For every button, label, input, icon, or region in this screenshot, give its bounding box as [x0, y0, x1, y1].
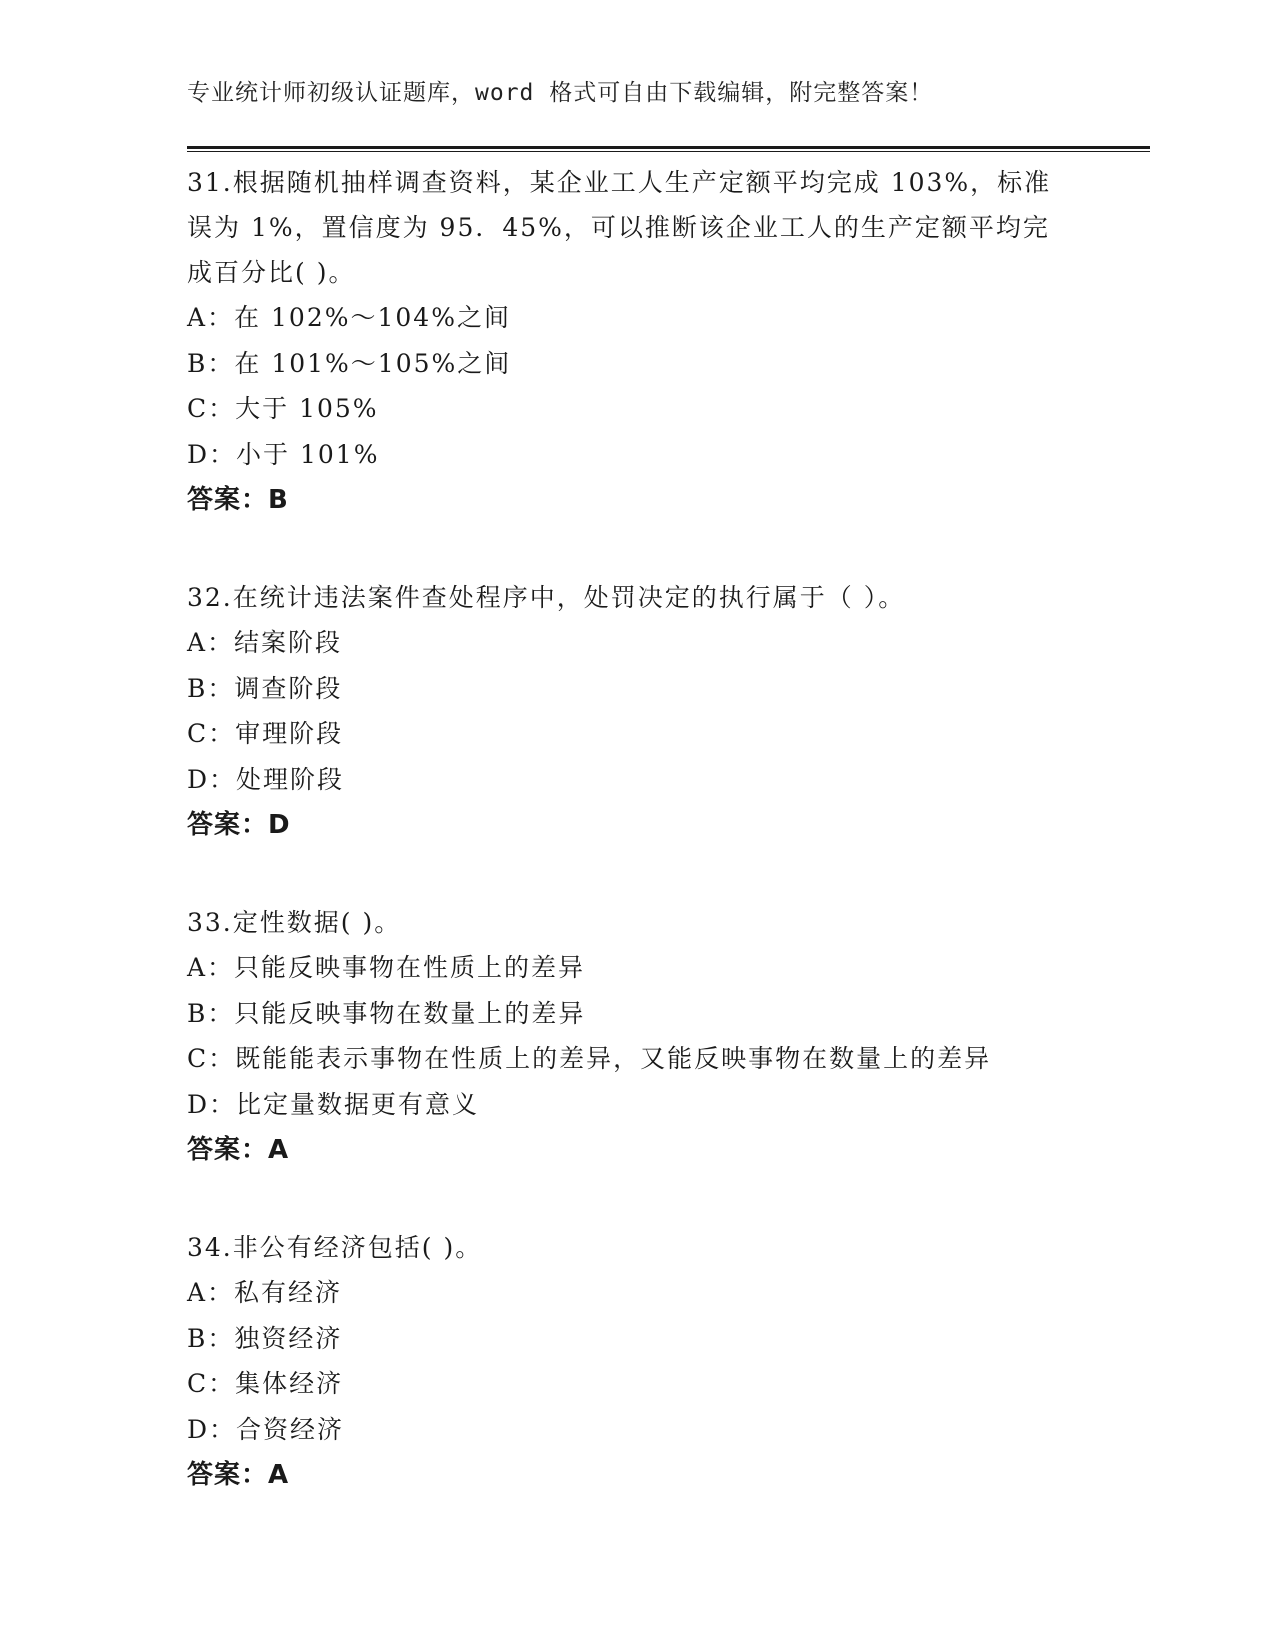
answer-label: 答案：B — [187, 485, 289, 515]
answer-label: 答案：D — [187, 810, 291, 840]
option-b: B：只能反映事物在数量上的差异 — [187, 998, 586, 1028]
option-a: A：私有经济 — [187, 1278, 343, 1307]
answer-label: 答案：A — [187, 1135, 290, 1165]
question-stem-line: 34.非公有经济包括( )。 — [187, 1233, 483, 1262]
option-b: B：调查阶段 — [187, 673, 343, 703]
question-33 — [187, 900, 1087, 1173]
question-stem-line: 31.根据随机抽样调查资料，某企业工人生产定额平均完成 103%，标准 — [187, 168, 1052, 197]
option-d: D：比定量数据更有意义 — [187, 1089, 480, 1119]
option-c: C：审理阶段 — [187, 719, 344, 748]
question-list — [187, 160, 1087, 1550]
option-c: C：既能能表示事物在性质上的差异，又能反映事物在数量上的差异 — [187, 1044, 992, 1073]
question-32 — [187, 575, 1087, 848]
option-d: D：处理阶段 — [187, 764, 345, 794]
option-d: D：小于 101% — [187, 439, 380, 469]
option-a: A：只能反映事物在性质上的差异 — [187, 953, 586, 982]
option-a: A：在 102%～104%之间 — [187, 303, 511, 332]
option-b: B：在 101%～105%之间 — [187, 348, 512, 378]
option-a: A：结案阶段 — [187, 628, 343, 657]
question-31 — [187, 160, 1087, 523]
answer-label: 答案：A — [187, 1460, 290, 1490]
question-stem-line: 33.定性数据( )。 — [187, 908, 402, 937]
header-rule-thick — [187, 146, 1150, 149]
option-c: C：大于 105% — [187, 394, 379, 423]
question-stem-line: 成百分比( )。 — [187, 258, 356, 287]
question-stem-line: 32.在统计违法案件查处程序中，处罚决定的执行属于（ ）。 — [187, 583, 906, 612]
header-rule-thin — [187, 151, 1150, 152]
option-b: B：独资经济 — [187, 1323, 343, 1353]
option-c: C：集体经济 — [187, 1369, 344, 1398]
question-stem-line: 误为 1%，置信度为 95．45%，可以推断该企业工人的生产定额平均完 — [187, 213, 1050, 242]
page-header: 专业统计师初级认证题库，word 格式可自由下载编辑，附完整答案！ — [187, 80, 934, 106]
question-34 — [187, 1225, 1087, 1498]
option-d: D：合资经济 — [187, 1414, 345, 1444]
